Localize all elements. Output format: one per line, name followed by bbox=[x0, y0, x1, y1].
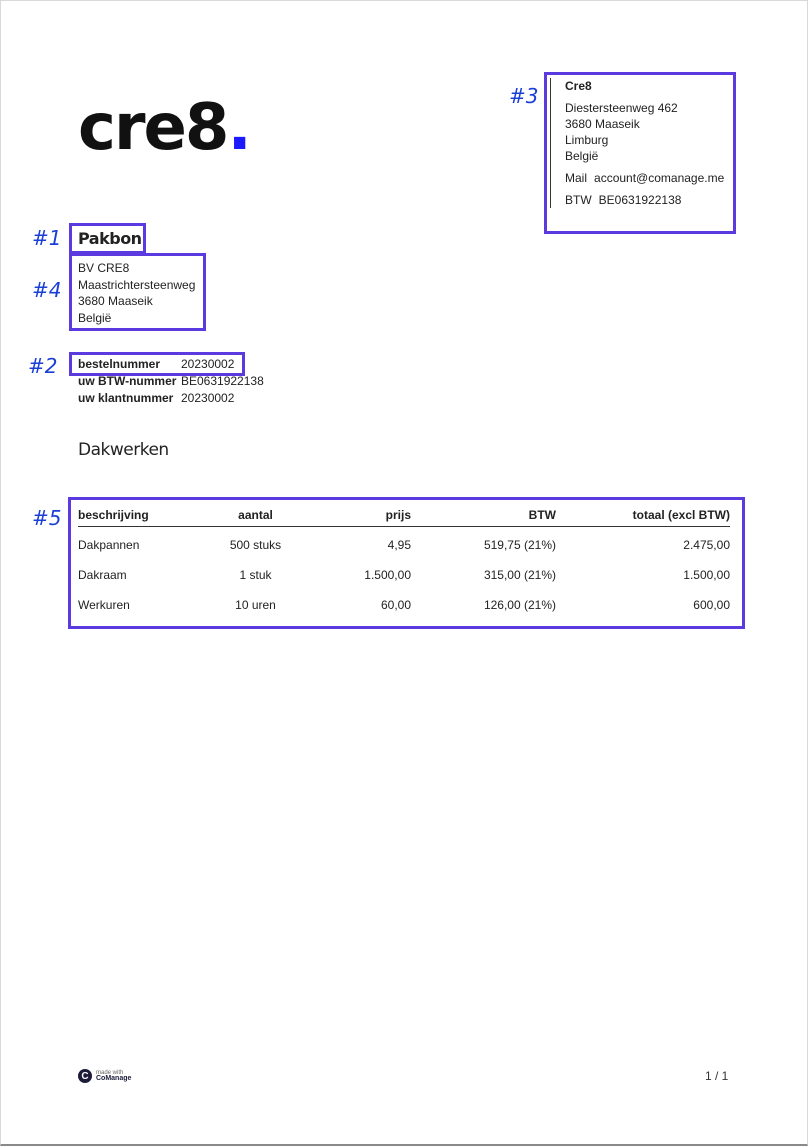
meta-row-btw-number bbox=[78, 373, 264, 390]
cell-btw: 519,75 (21%) bbox=[483, 538, 556, 552]
order-meta bbox=[78, 356, 264, 407]
cell-description: Dakpannen bbox=[78, 538, 140, 552]
client-country: België bbox=[78, 310, 112, 325]
company-address-block bbox=[550, 78, 745, 208]
cell-btw: 126,00 (21%) bbox=[483, 598, 556, 612]
client-address-block bbox=[78, 260, 195, 326]
meta-row-order-number bbox=[78, 356, 264, 373]
meta-value: 20230002 bbox=[181, 391, 235, 405]
company-btw: BE0631922138 bbox=[598, 193, 682, 207]
company-mail-row bbox=[565, 170, 745, 186]
client-name: BV CRE8 bbox=[78, 261, 130, 275]
annotation-label-3: #3 bbox=[509, 84, 539, 108]
cell-btw: 315,00 (21%) bbox=[483, 568, 556, 582]
company-street: Diestersteenweg 462 bbox=[565, 101, 678, 115]
header-btw: BTW bbox=[411, 506, 556, 527]
header-price: prijs bbox=[323, 506, 411, 527]
meta-row-customer-number bbox=[78, 390, 264, 407]
company-btw-row bbox=[565, 192, 745, 208]
document-title: Pakbon bbox=[78, 229, 142, 248]
items-table bbox=[78, 506, 730, 617]
company-province: Limburg bbox=[565, 133, 609, 147]
cell-quantity: 10 uren bbox=[235, 598, 276, 612]
table-row bbox=[78, 587, 730, 617]
meta-value: 20230002 bbox=[181, 357, 235, 371]
cell-description: Dakraam bbox=[78, 568, 127, 582]
cell-price: 60,00 bbox=[380, 598, 411, 612]
client-street: Maastrichtersteenweg bbox=[78, 277, 196, 292]
company-country: België bbox=[565, 149, 599, 163]
meta-label: uw BTW-nummer bbox=[78, 374, 177, 388]
company-mail-label: Mail bbox=[565, 171, 588, 185]
company-city: 3680 Maaseik bbox=[565, 117, 640, 131]
company-mail[interactable]: account@comanage.me bbox=[594, 171, 725, 185]
header-description: beschrijving bbox=[78, 506, 188, 527]
comanage-text: made with CoManage bbox=[96, 1070, 132, 1082]
meta-value: BE0631922138 bbox=[181, 374, 264, 388]
comanage-logo[interactable] bbox=[78, 1069, 131, 1083]
cell-price: 4,95 bbox=[387, 538, 411, 552]
company-logo: cre8. bbox=[78, 91, 250, 165]
cell-quantity: 1 stuk bbox=[239, 568, 272, 582]
cell-total: 2.475,00 bbox=[683, 538, 730, 552]
cell-description: Werkuren bbox=[78, 598, 130, 612]
meta-label: bestelnummer bbox=[78, 357, 161, 371]
company-btw-label: BTW bbox=[565, 193, 592, 207]
cell-price: 1.500,00 bbox=[364, 568, 411, 582]
annotation-label-4: #4 bbox=[32, 278, 62, 302]
comanage-icon: C bbox=[78, 1069, 92, 1083]
header-quantity: aantal bbox=[188, 506, 323, 527]
cell-quantity: 500 stuks bbox=[229, 538, 282, 552]
table-header-row bbox=[78, 506, 730, 527]
section-title: Dakwerken bbox=[78, 440, 169, 460]
annotation-label-1: #1 bbox=[32, 226, 62, 250]
annotation-label-5: #5 bbox=[32, 506, 62, 530]
meta-label: uw klantnummer bbox=[78, 391, 174, 405]
table-row bbox=[78, 527, 730, 558]
cell-total: 600,00 bbox=[693, 598, 730, 612]
cell-total: 1.500,00 bbox=[683, 568, 730, 582]
header-total: totaal (excl BTW) bbox=[556, 506, 730, 527]
table-row bbox=[78, 557, 730, 587]
annotation-label-2: #2 bbox=[28, 354, 58, 378]
page-number: 1 / 1 bbox=[705, 1069, 729, 1083]
client-city: 3680 Maaseik bbox=[78, 294, 153, 308]
company-name: Cre8 bbox=[565, 79, 592, 93]
